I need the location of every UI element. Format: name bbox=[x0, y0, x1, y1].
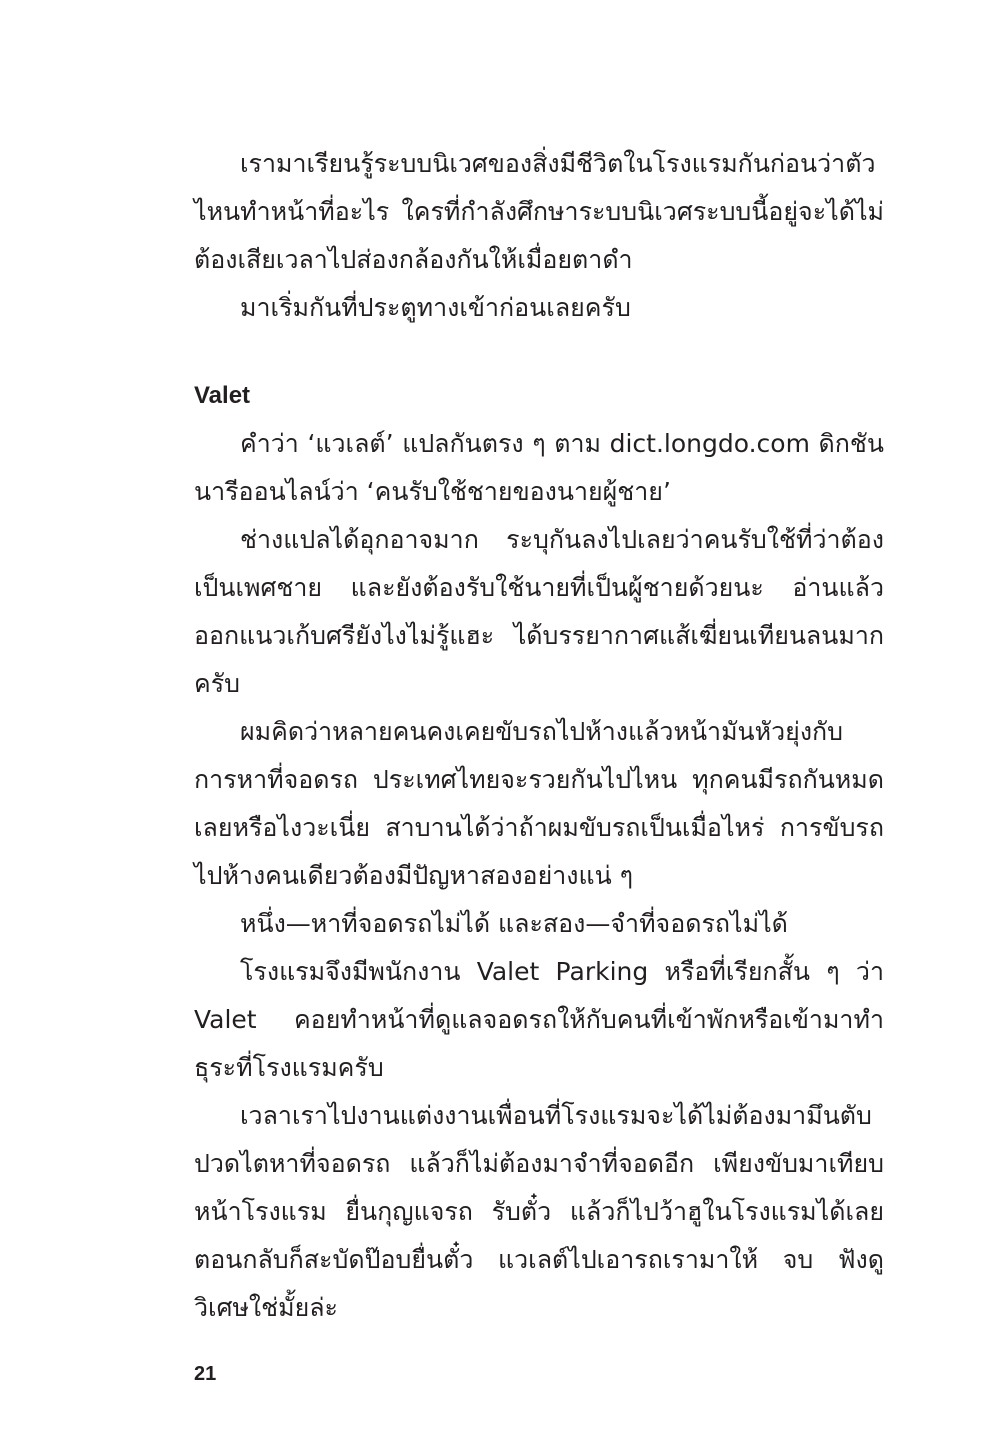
intro-paragraph: เรามาเรียนรู้ระบบนิเวศของสิ่งมีชีวิตในโรงแรมกันก่อนว่าตัวไหนทำหน้าที่อะไร ใครที่กำลังศึกษาระบบนิเวศระบบนี้อยู่จะได้ไม่ต้องเสียเวลาไปส่องกล้องกันให้เมื่อยตาดำ bbox=[194, 149, 884, 274]
intro-paragraph: มาเริ่มกันที่ประตูทางเข้าก่อนเลยครับ bbox=[240, 293, 631, 322]
section-heading: Valet bbox=[194, 382, 251, 409]
page-number: 21 bbox=[194, 1363, 217, 1385]
body-paragraph: โรงแรมจึงมีพนักงาน Valet Parking หรือที่เรียกสั้น ๆ ว่า Valet คอยทำหน้าที่ดูแลจอดรถให้กับคนที่เข้าพักหรือเข้ามาทำธุระที่โรงแรมครับ bbox=[194, 957, 884, 1082]
body-paragraph: ผมคิดว่าหลายคนคงเคยขับรถไปห้างแล้วหน้ามันหัวยุ่งกับการหาที่จอดรถ ประเทศไทยจะรวยกันไปไหน ทุกคนมีรถกันหมดเลยหรือไงวะเนี่ย สาบานได้ว่าถ้าผมขับรถเป็นเมื่อไหร่ การขับรถไปห้างคนเดียวต้องมีปัญหาสองอย่างแน่ ๆ bbox=[194, 717, 884, 890]
body-paragraph: ช่างแปลได้อุกอาจมาก ระบุกันลงไปเลยว่าคนรับใช้ที่ว่าต้องเป็นเพศชาย และยังต้องรับใช้นายที่เป็นผู้ชายด้วยนะ อ่านแล้วออกแนวเก้บศรียังไงไม่รู้แฮะ ได้บรรยากาศแส้เฆี่ยนเทียนลนมากครับ bbox=[194, 525, 884, 698]
body-paragraph: คำว่า ‘แวเลต์’ แปลกันตรง ๆ ตาม dict.longdo.com ดิกชันนารีออนไลน์ว่า ‘คนรับใช้ชายของนายผู้ชาย’ bbox=[194, 429, 884, 506]
body-paragraph: เวลาเราไปงานแต่งงานเพื่อนที่โรงแรมจะได้ไม่ต้องมามึนตับปวดไตหาที่จอดรถ แล้วก็ไม่ต้องมาจำที่จอดอีก เพียงขับมาเทียบหน้าโรงแรม ยื่นกุญแจรถ รับตั๋ว แล้วก็ไปว้าฮูในโรงแรมได้เลย ตอนกลับก็สะบัดป๊อบยื่นตั๋ว แวเลต์ไปเอารถเรามาให้ จบ ฟังดูวิเศษใช่มั้ยล่ะ bbox=[194, 1101, 884, 1322]
intro-text bbox=[194, 140, 884, 332]
body-paragraph: หนึ่ง—หาที่จอดรถไม่ได้ และสอง—จำที่จอดรถไม่ได้ bbox=[240, 909, 788, 938]
valet-section bbox=[194, 378, 884, 1332]
